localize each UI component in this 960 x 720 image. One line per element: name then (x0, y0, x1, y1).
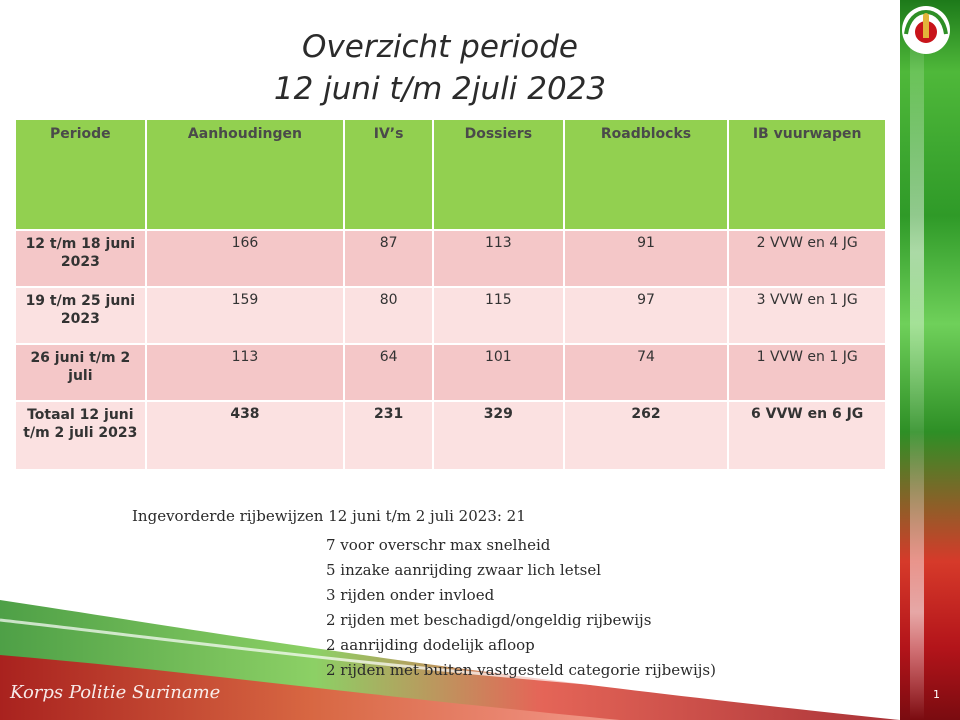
period-cell: 19 t/m 25 juni 2023 (15, 287, 146, 344)
list-item: 2 rijden met beschadigd/ongeldig rijbewijs (326, 611, 652, 629)
table-row (15, 344, 886, 401)
table-cell: 64 (344, 344, 433, 401)
notes-list (326, 533, 826, 683)
table-cell: 87 (344, 230, 433, 287)
header-cell: Periode (15, 119, 146, 230)
header-cell: Aanhoudingen (146, 119, 345, 230)
table-cell: 97 (564, 287, 729, 344)
licenses-notes (132, 507, 716, 679)
table-cell: 166 (146, 230, 345, 287)
list-item: 5 inzake aanrijding zwaar lich letsel (326, 561, 602, 579)
header-cell: Roadblocks (564, 119, 729, 230)
table-cell: 113 (433, 230, 564, 287)
list-item: 7 voor overschr max snelheid (326, 536, 551, 554)
table-cell: 1 VVW en 1 JG (728, 344, 886, 401)
table-cell: 231 (344, 401, 433, 470)
table-cell: 80 (344, 287, 433, 344)
footer-brand: Korps Politie Suriname (10, 682, 221, 703)
table-cell: 113 (146, 344, 345, 401)
table-cell: 101 (433, 344, 564, 401)
table-row (15, 287, 886, 344)
statistics-table (14, 118, 887, 471)
table-cell: 91 (564, 230, 729, 287)
table-cell: 262 (564, 401, 729, 470)
header-cell: IB vuurwapen (728, 119, 886, 230)
table-cell: 329 (433, 401, 564, 470)
header-cell: Dossiers (433, 119, 564, 230)
table-cell: 74 (564, 344, 729, 401)
title-line-1: Overzicht periode (302, 29, 578, 65)
right-decorative-bar (900, 0, 960, 720)
police-emblem-icon (900, 4, 952, 56)
table-cell: 438 (146, 401, 345, 470)
list-item: 3 rijden onder invloed (326, 586, 495, 604)
title-line-2: 12 juni t/m 2juli 2023 (273, 71, 607, 107)
list-item: 2 aanrijding dodelijk afloop (326, 636, 535, 654)
table-cell: 115 (433, 287, 564, 344)
table-cell: 3 VVW en 1 JG (728, 287, 886, 344)
table-cell: 159 (146, 287, 345, 344)
period-cell: 26 juni t/m 2 juli (15, 344, 146, 401)
period-cell: Totaal 12 juni t/m 2 juli 2023 (15, 401, 146, 470)
table-total-row (15, 401, 886, 470)
notes-heading: Ingevorderde rijbewijzen 12 juni t/m 2 juli 2023: 21 (132, 507, 526, 525)
page-number: 1 (933, 688, 940, 701)
period-cell: 12 t/m 18 juni 2023 (15, 230, 146, 287)
table-cell: 6 VVW en 6 JG (728, 401, 886, 470)
slide-title (0, 26, 880, 110)
table-row (15, 230, 886, 287)
list-item: 2 rijden met buiten vastgesteld categorie rijbewijs) (326, 661, 716, 679)
header-cell: IV’s (344, 119, 433, 230)
table-header-row (15, 119, 886, 230)
table-cell: 2 VVW en 4 JG (728, 230, 886, 287)
